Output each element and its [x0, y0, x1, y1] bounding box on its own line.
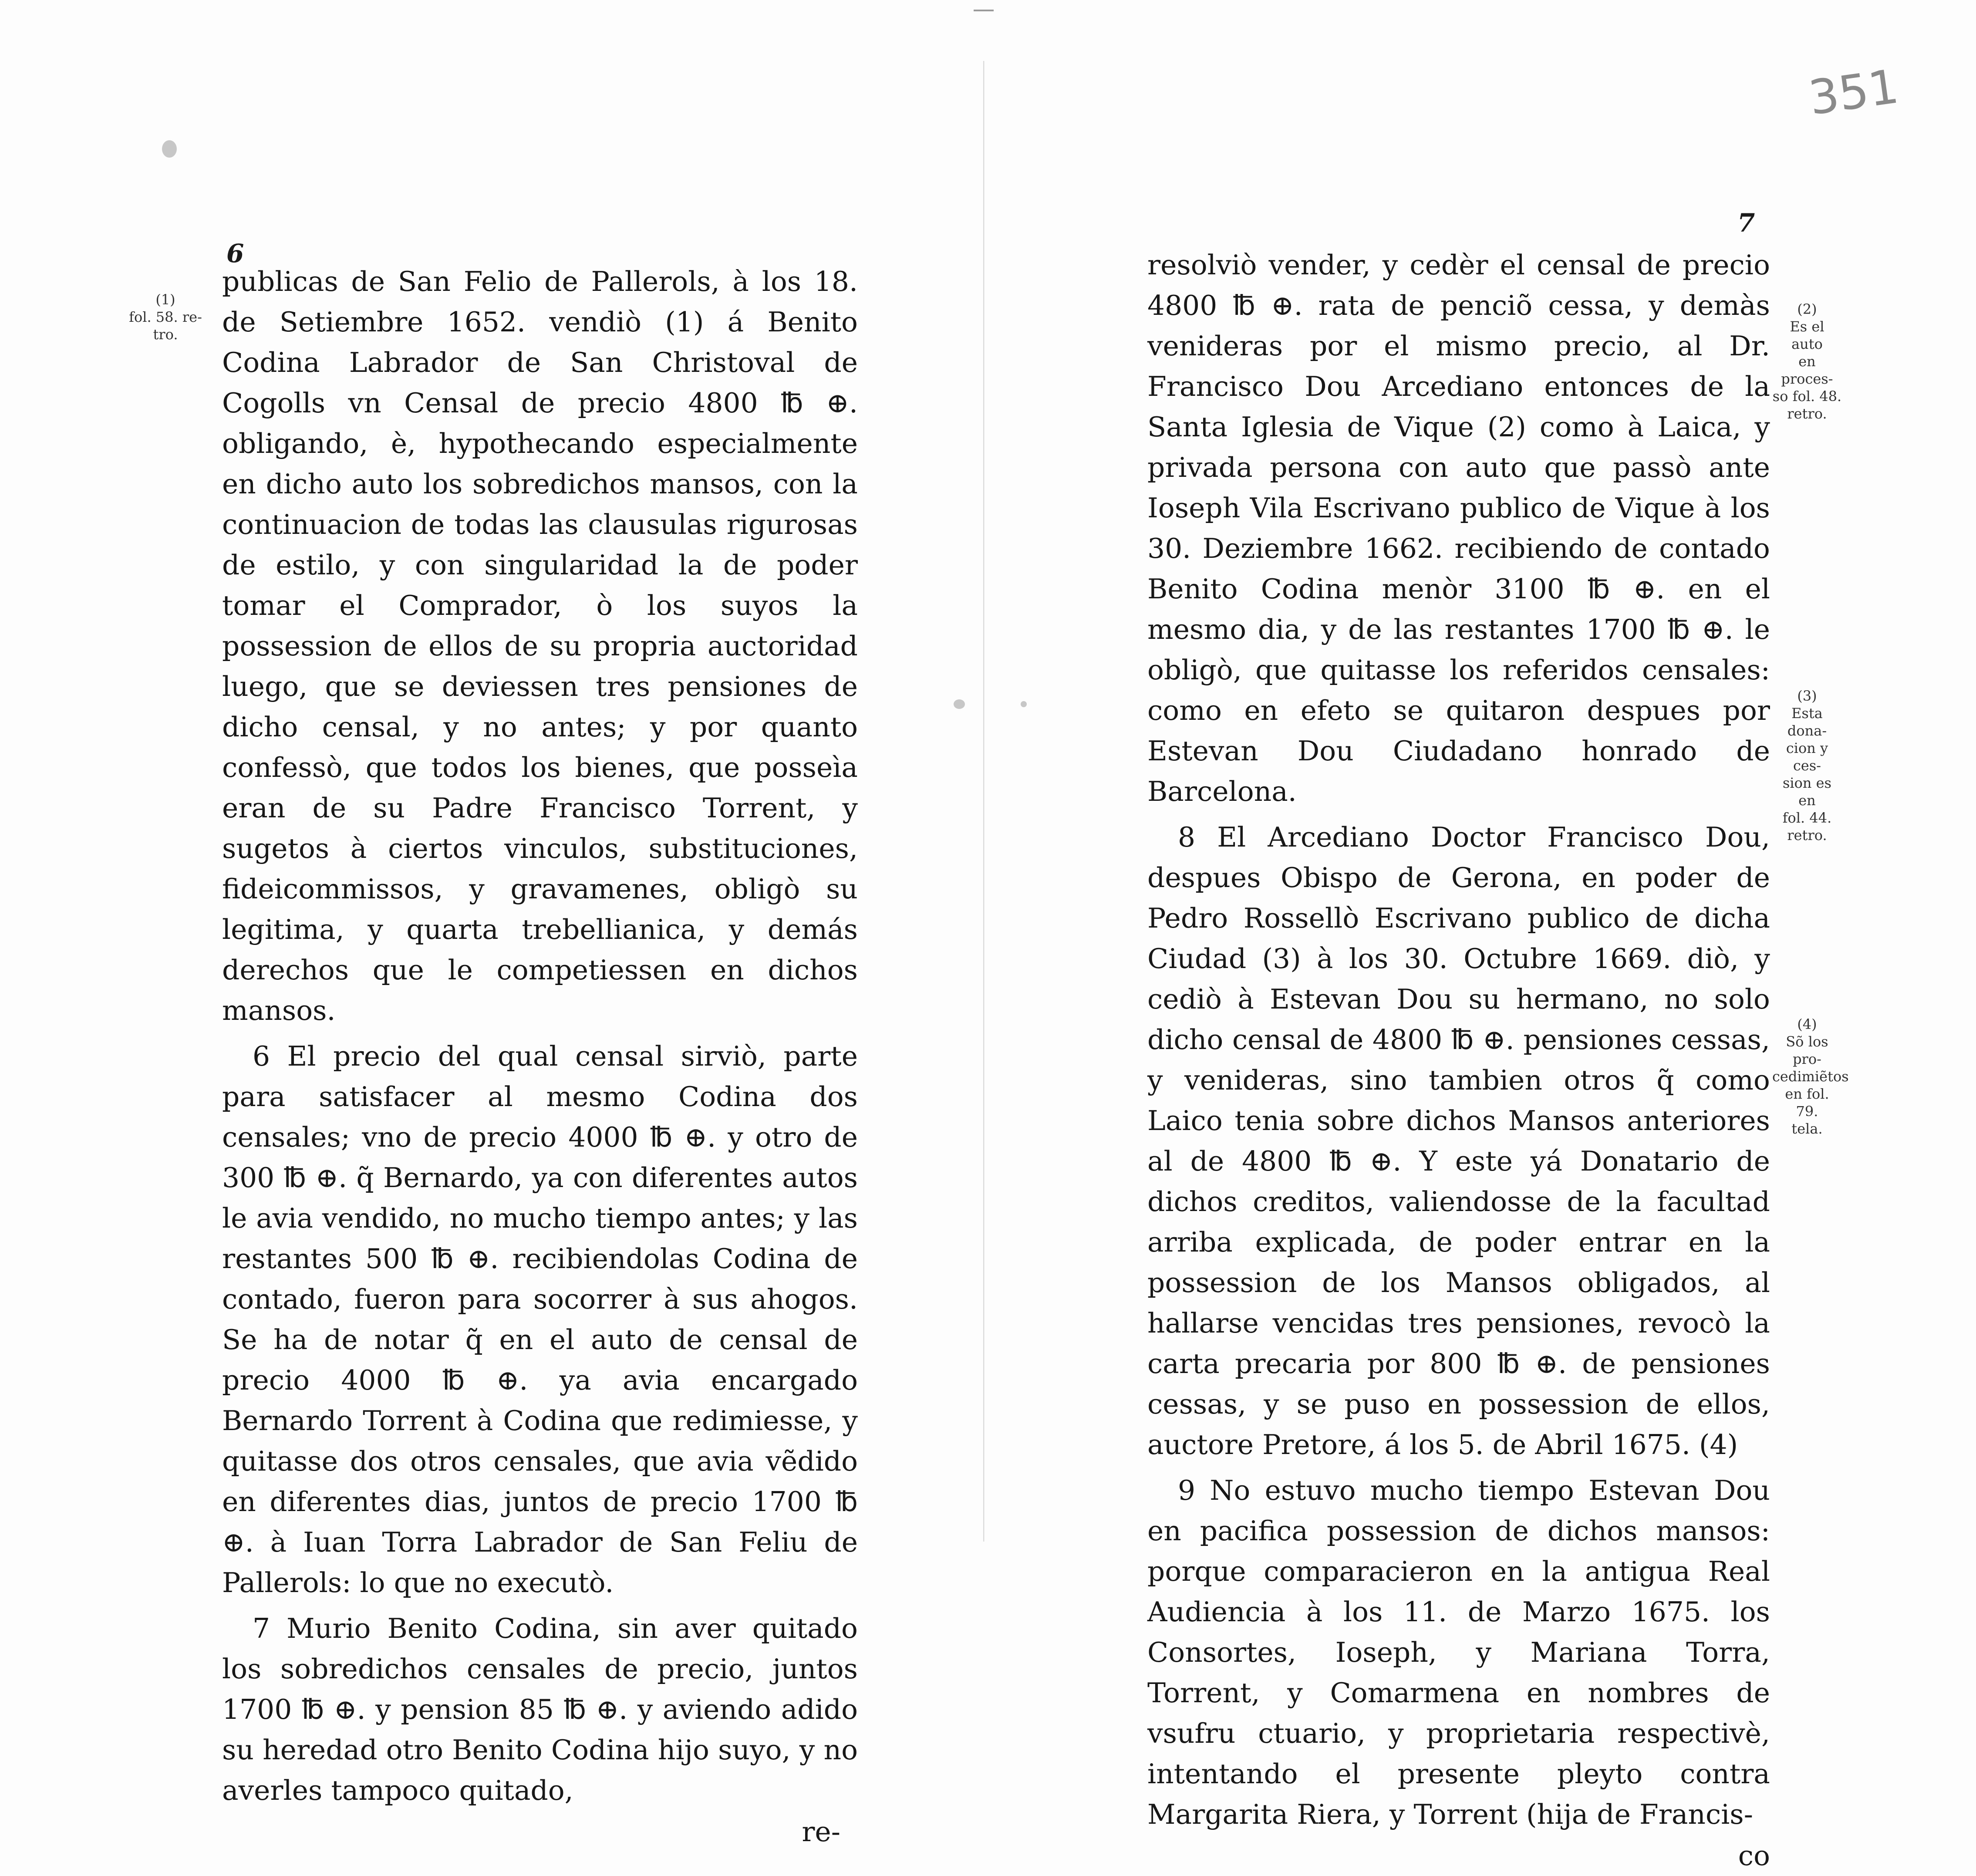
paragraph-continuation: resolviò vender, y cedèr el censal de precio 4800 ℔ ⊕. rata de penciõ cessa, y demàs venideras por el mismo precio, al Dr. Francisco Dou Arcediano entonces de la Santa Iglesia de Vique (2) como à Laica, y privada persona con auto que passò ante Ioseph Vila Escrivano publico de Vique à los 30. Deziembre 1662. recibiendo de contado Benito Codina menòr 3100 ℔ ⊕. en el mesmo dia, y de las restantes 1700 ℔ ⊕. le obligò, que quitasse los referidos censales: como en efeto se quitaron despues por Estevan Dou Ciudadano honrado de Barcelona. — [1147, 249, 1770, 807]
paragraph-9: 9 No estuvo mucho tiempo Estevan Dou en pacifica possession de dichos mansos: porque comparacieron en la antigua Real Audiencia à los 11. de Marzo 1675. los Consortes, Ioseph, y Mariana Torra, Torrent, y Comarmena en nombres de vsufru ctuario, y proprietaria respectivè, intentando el presente pleyto contra Margarita Riera, y Torrent (hija de Francis- — [1147, 1474, 1770, 1830]
manuscript-folio-number: 351 — [1805, 59, 1902, 126]
book-fold — [983, 61, 985, 1542]
paragraph-8: 8 El Arcediano Doctor Francisco Dou, despues Obispo de Gerona, en poder de Pedro Rossellò Escrivano publico de dicha Ciudad (3) à los 30. Octubre 1669. diò, y cediò à Estevan Dou su hermano, no solo dicho censal de 4800 ℔ ⊕. pensiones cessas, y venideras, sino tambien otros q̃ como Laico tenia sobre dichos Mansos anteriores al de 4800 ℔ ⊕. Y este yá Donatario de dichos creditos, valiendosse de la facultad arriba explicada, de poder entrar en la possession de los Mansos obligados, al hallarse vencidas tres pensiones, revocò la carta precaria por 800 ℔ ⊕. de pensiones cessas, y se puso en possession de ellos, auctore Pretore, á los 5. de Abril 1675. (4) — [1147, 821, 1770, 1461]
margin-note-4: (4) Sõ los pro- cedimiẽtos en fol. 79. tela. — [1772, 1016, 1849, 1137]
paragraph-continuation: publicas de San Felio de Pallerols, à los 18. de Setiembre 1652. vendiò (1) á Benito Codina Labrador de San Christoval de Cogolls vn Censal de precio 4800 ℔ ⊕. obligando, è, hypothecando especialmente en dicho auto los sobredichos mansos, con la continuacion de todas las clausulas rigurosas de estilo, y con singularidad la de poder tomar el Comprador, ò los suyos la possession de ellos de su propria auctoridad luego, que se deviessen tres pensiones de dicho censal, y no antes; y por quanto confessò, que todos los bienes, que posseìa eran de su Padre Francisco Torrent, y sugetos à ciertos vinculos, substituciones, fideicommissos, y gravamenes, obligò su legitima, y quarta trebellianica, y demás derechos que le competiessen en dichos mansos. — [222, 266, 858, 1026]
right-page-text — [1147, 245, 1770, 1876]
margin-note-1: (1) fol. 58. re- tro. — [129, 291, 202, 343]
page-number: 7 — [1737, 208, 1755, 238]
page-number: 6 — [226, 239, 244, 268]
catchword: re- — [802, 1816, 840, 1848]
right-page — [988, 0, 1976, 1872]
catchword: co — [1738, 1840, 1770, 1872]
paragraph-7: 7 Murio Benito Codina, sin aver quitado los sobredichos censales de precio, juntos 1700 ℔ ⊕. y pension 85 ℔ ⊕. y aviendo adido su heredad otro Benito Codina hijo suyo, y no averles tampoco quitado, — [222, 1613, 858, 1806]
margin-note-2: (2) Es el auto en proces- so fol. 48. retro. — [1772, 301, 1842, 422]
margin-note-3: (3) Esta dona- cion y ces- sion es en fol. 44. retro. — [1782, 688, 1832, 844]
left-page-text — [222, 261, 858, 1852]
paragraph-6: 6 El precio del qual censal sirviò, parte para satisfacer al mesmo Codina dos censales; vno de precio 4000 ℔ ⊕. y otro de 300 ℔ ⊕. q̃ Bernardo, ya con diferentes autos le avia vendido, no mucho tiempo antes; y las restantes 500 ℔ ⊕. recibiendolas Codina de contado, fueron para socorrer à sus ahogos. Se ha de notar q̃ en el auto de censal de precio 4000 ℔ ⊕. ya avia encargado Bernardo Torrent à Codina que redimiesse, y quitasse dos otros censales, que avia vẽdido en diferentes dias, juntos de precio 1700 ℔ ⊕. à Iuan Torra Labrador de San Feliu de Pallerols: lo que no executò. — [222, 1040, 858, 1599]
left-page — [0, 0, 980, 1848]
